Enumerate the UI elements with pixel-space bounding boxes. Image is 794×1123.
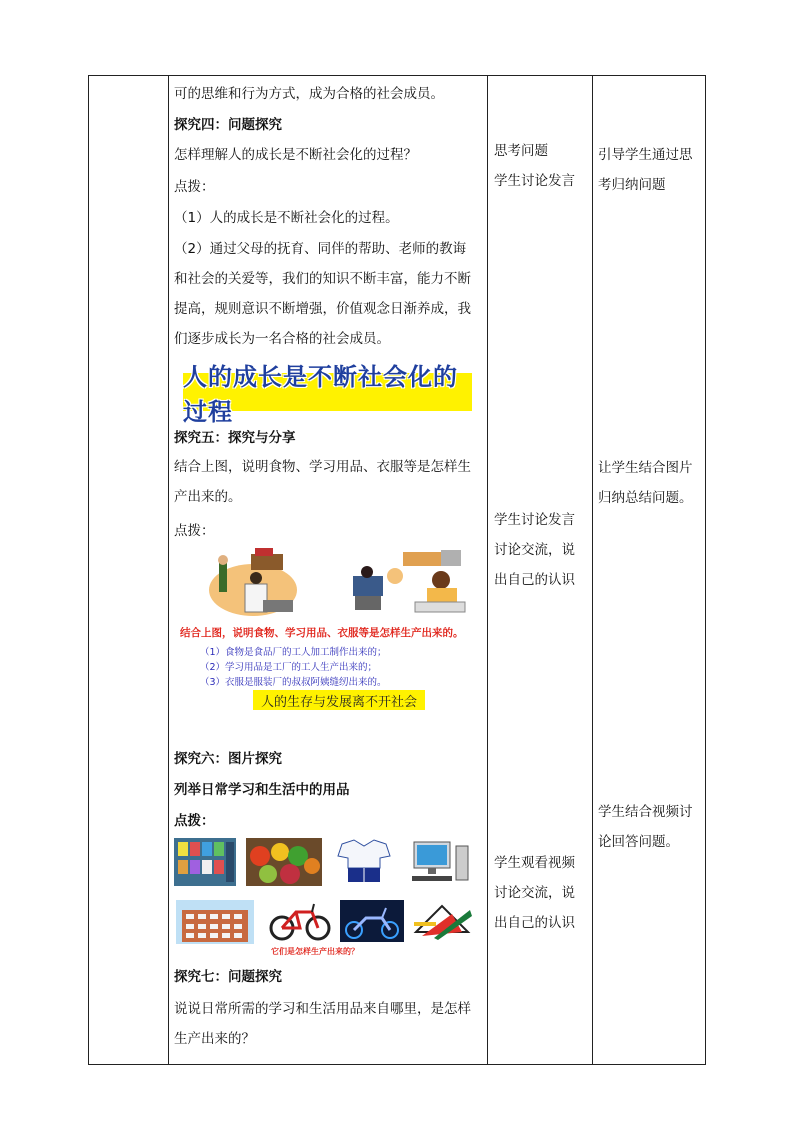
continued-text: 可的思维和行为方式，成为合格的社会成员。 bbox=[174, 86, 444, 102]
section6-heading: 探究六：图片探究 bbox=[174, 751, 282, 767]
bicycle-photo bbox=[268, 900, 332, 942]
section6-subheading: 列举日常学习和生活中的用品 bbox=[174, 782, 350, 798]
design-intent-1: 引导学生通过思 考归纳问题 bbox=[598, 147, 693, 193]
computer-photo bbox=[408, 838, 472, 886]
section4-heading: 探究四：问题探究 bbox=[174, 117, 282, 133]
illustration-caption: 结合上图，说明食物、学习用品、衣服等是怎样生产出来的。 bbox=[180, 627, 464, 639]
illustration-summary-bar bbox=[253, 690, 425, 710]
design-intent-2: 让学生结合图片 归纳总结问题。 bbox=[598, 460, 693, 506]
study-scene-illustration bbox=[345, 548, 485, 618]
banner-title bbox=[183, 363, 472, 426]
vegetables-photo bbox=[246, 838, 322, 886]
student-activity-2: 学生讨论发言 讨论交流，说 出自己的认识 bbox=[494, 512, 575, 588]
section7-question: 说说日常所需的学习和生活用品来自哪里，是怎样生产出来的？ bbox=[174, 1001, 471, 1047]
illustration-item: （2）学习用品是工厂的工人生产出来的； bbox=[200, 662, 378, 673]
section5-tip: 点拨： bbox=[174, 523, 215, 539]
e-scooter-photo bbox=[340, 900, 404, 942]
school-uniform-photo bbox=[334, 838, 394, 886]
banner-text: 人的成长是不断社会化的过程 bbox=[183, 363, 458, 426]
photos-caption: 它们是怎样生产出来的？ bbox=[271, 947, 359, 956]
student-activity-3: 学生观看视频 讨论交流，说 出自己的认识 bbox=[494, 855, 575, 931]
stationery-photo bbox=[412, 902, 474, 942]
illustration-item: （3）衣服是服装厂的叔叔阿姨缝纫出来的。 bbox=[200, 677, 387, 688]
section4-point1: （1）人的成长是不断社会化的过程。 bbox=[174, 210, 399, 226]
books-photo bbox=[174, 838, 236, 886]
section5-heading: 探究五：探究与分享 bbox=[174, 430, 296, 446]
student-activity-1: 思考问题 学生讨论发言 bbox=[494, 143, 575, 189]
section4-tip: 点拨： bbox=[174, 179, 215, 195]
column-divider bbox=[487, 76, 488, 1064]
section5-question: 结合上图，说明食物、学习用品、衣服等是怎样生产出来的。 bbox=[174, 459, 471, 505]
section4-question: 怎样理解人的成长是不断社会化的过程？ bbox=[174, 147, 417, 163]
illustration-summary-text: 人的生存与发展离不开社会 bbox=[260, 694, 417, 710]
section6-tip: 点拨： bbox=[174, 813, 215, 829]
design-intent-3: 学生结合视频讨 论回答问题。 bbox=[598, 804, 693, 850]
section7-heading: 探究七：问题探究 bbox=[174, 969, 282, 985]
section4-point2: （2）通过父母的抚育、同伴的帮助、老师的教诲和社会的关爱等，我们的知识不断丰富，能力不断提高，规则意识不断增强，价值观念日渐养成，我们逐步成长为一名合格的社会成员。 bbox=[174, 241, 471, 347]
illustration-item: （1）食物是食品厂的工人加工制作出来的； bbox=[200, 647, 387, 658]
building-photo bbox=[176, 900, 254, 944]
farm-scene-illustration bbox=[205, 548, 301, 618]
column-divider bbox=[168, 76, 169, 1064]
